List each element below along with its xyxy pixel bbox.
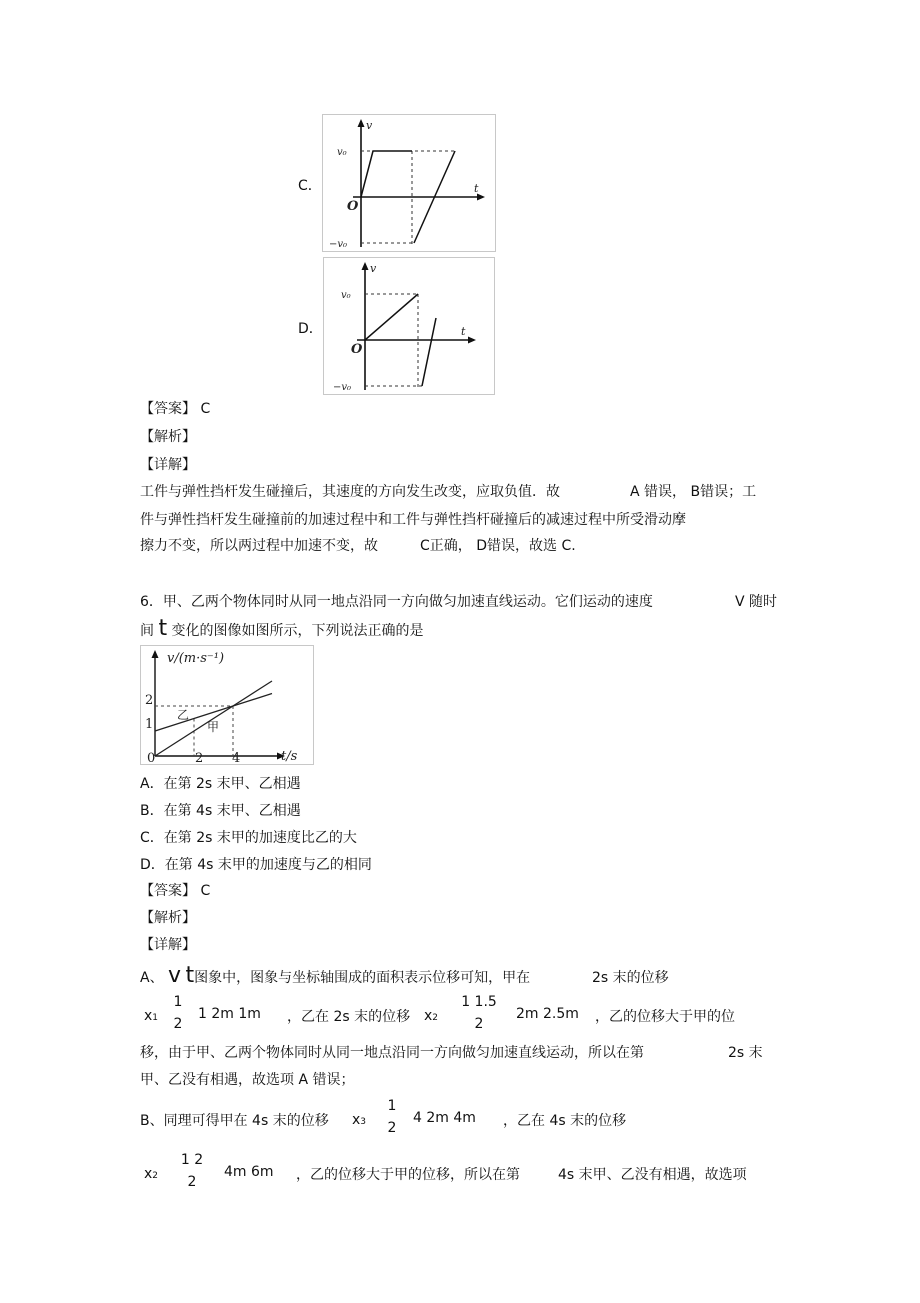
fraction-denominator: 2 <box>387 1120 397 1136</box>
series-line-jia <box>155 681 272 756</box>
axis-v-label: v <box>370 262 377 275</box>
q5-explanation-line-1-tail: A 错误， B错误；工 <box>630 484 757 500</box>
origin-label: O <box>351 342 363 357</box>
formula-x1-expression: 1 2m 1m <box>198 1006 261 1022</box>
q6-answer: 【答案】 C <box>140 883 211 899</box>
q6-b-line-1: B、同理可得甲在 4s 末的位移 <box>140 1113 329 1129</box>
q6-a-line-1 <box>140 962 530 992</box>
q6-analysis-heading: 【解析】 <box>140 910 196 926</box>
neg-v0-label: −v₀ <box>333 382 352 393</box>
q6-stem-line-1: 6．甲、乙两个物体同时从同一地点沿同一方向做匀加速直线运动。它们运动的速度 <box>140 594 653 610</box>
q6-option-a: A．在第 2s 末甲、乙相遇 <box>140 776 301 792</box>
q5-explanation-line-3-tail: C正确， D错误，故选 C. <box>420 538 576 554</box>
q6-option-b: B．在第 4s 末甲、乙相遇 <box>140 803 301 819</box>
y-axis-label: v/(m·s⁻¹) <box>167 651 225 666</box>
q5-analysis-heading: 【解析】 <box>140 429 196 445</box>
axis-t-label: t <box>474 182 479 195</box>
q5-explanation-line-3: 擦力不变，所以两过程中加速不变，故 <box>140 538 378 554</box>
q6-stem-t: t <box>158 616 168 641</box>
q6-stem-line-2 <box>140 615 424 645</box>
option-c-label: C． <box>298 178 322 194</box>
y-tick-1: 1 <box>145 717 154 732</box>
formula-x3-fraction <box>384 1098 400 1136</box>
formula-x3-tail: ，乙在 4s 末的位移 <box>503 1113 627 1129</box>
formula-x2-var: x2 <box>424 1008 439 1024</box>
formula-x2b-tail-2: 4s 末甲、乙没有相遇，故选项 <box>558 1167 747 1183</box>
v0-label: v₀ <box>337 147 347 158</box>
y-tick-2: 2 <box>145 693 154 708</box>
q6-option-c: C．在第 2s 末甲的加速度比乙的大 <box>140 830 357 846</box>
q5-explanation-line-1: 工件与弹性挡杆发生碰撞后，其速度的方向发生改变，应取负值．故 <box>140 484 560 500</box>
formula-x2-tail: ，乙的位移大于甲的位 <box>595 1009 735 1025</box>
fraction-numerator: 1 2 <box>180 1152 204 1168</box>
fraction-numerator: 1 <box>173 994 183 1010</box>
q6-a-line-4: 甲、乙没有相遇，故选项 A 错误； <box>140 1072 355 1088</box>
fraction-numerator: 1 <box>387 1098 397 1114</box>
fraction-denominator: 2 <box>187 1174 197 1190</box>
formula-x2b-var: x2 <box>144 1166 159 1182</box>
formula-x1-fraction <box>170 994 186 1032</box>
formula-x2b-fraction <box>172 1152 212 1190</box>
origin-label: 0 <box>147 751 156 764</box>
q6-a-line-1-tail: 2s 末的位移 <box>592 970 669 986</box>
q6-a-line-3-tail: 2s 末 <box>728 1045 763 1061</box>
q5-detail-heading: 【详解】 <box>140 457 196 473</box>
q6-vt-chart <box>140 645 314 765</box>
x-tick-2: 2 <box>195 751 204 764</box>
q6-stem-word: 间 <box>140 623 154 639</box>
q6-stem-line-1-tail: V 随时 <box>735 594 778 610</box>
q6-detail-heading: 【详解】 <box>140 937 196 953</box>
formula-x3-var: x3 <box>352 1112 367 1128</box>
a-prefix: A、 <box>140 970 164 986</box>
formula-x2b-expression: 4m 6m <box>224 1164 274 1180</box>
q6-option-d: D．在第 4s 末甲的加速度与乙的相同 <box>140 857 372 873</box>
formula-x2-expression: 2m 2.5m <box>516 1006 579 1022</box>
formula-x2b-tail: ，乙的位移大于甲的位移，所以在第 <box>296 1167 520 1183</box>
series-label-yi: 乙 <box>177 708 190 722</box>
option-c-figure <box>322 114 496 252</box>
option-d-figure <box>323 257 495 395</box>
q5-explanation-line-2: 件与弹性挡杆发生碰撞前的加速过程中和工件与弹性挡杆碰撞后的减速过程中所受滑动摩 <box>140 512 686 528</box>
origin-label: O <box>347 199 359 214</box>
axis-v-label: v <box>366 119 373 132</box>
axis-t-label: t <box>461 325 466 338</box>
formula-x3-expression: 4 2m 4m <box>413 1110 476 1126</box>
x-axis-label: t/s <box>281 749 298 764</box>
a-text: 图象中，图象与坐标轴围成的面积表示位移可知，甲在 <box>194 970 531 986</box>
formula-x1-var: x1 <box>144 1008 159 1024</box>
fraction-denominator: 2 <box>474 1016 484 1032</box>
neg-v0-label: −v₀ <box>329 239 348 250</box>
option-d-label: D． <box>298 321 323 337</box>
symbol-t: t <box>185 963 195 988</box>
formula-x1-tail: ，乙在 2s 末的位移 <box>287 1009 411 1025</box>
v0-label: v₀ <box>341 290 351 301</box>
symbol-v: v <box>168 963 182 988</box>
formula-x2-fraction <box>454 994 504 1032</box>
fraction-denominator: 2 <box>173 1016 183 1032</box>
fraction-numerator: 1 1.5 <box>461 994 497 1010</box>
series-label-jia: 甲 <box>207 720 220 734</box>
q6-stem-rest: 变化的图像如图所示，下列说法正确的是 <box>171 623 424 639</box>
q5-answer: 【答案】 C <box>140 401 211 417</box>
q6-a-line-3: 移，由于甲、乙两个物体同时从同一地点沿同一方向做匀加速直线运动，所以在第 <box>140 1045 644 1061</box>
x-tick-4: 4 <box>232 751 241 764</box>
